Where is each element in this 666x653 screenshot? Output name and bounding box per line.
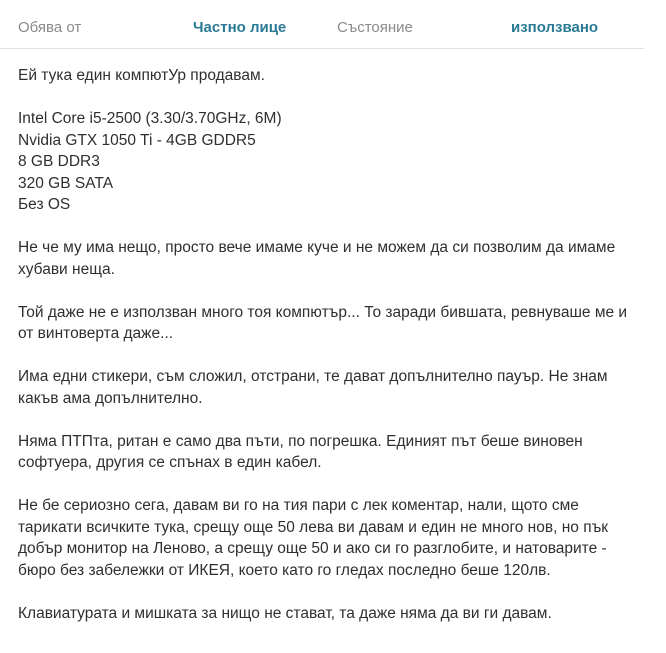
ad-description [18,65,644,646]
spec-cpu: Intel Core i5-2500 (3.30/3.70GHz, 6M) [18,110,282,127]
description-specs [18,108,644,216]
spec-gpu: Nvidia GTX 1050 Ti - 4GB GDDR5 [18,131,256,149]
condition-value[interactable]: използвано [511,19,599,36]
spec-storage: 320 GB SATA [18,174,114,192]
description-intro: Ей тука един компютУр продавам. [18,67,265,84]
ad-from-value[interactable]: Частно лице [193,19,287,36]
ad-properties [0,0,644,49]
description-paragraph: Не бе сериозно сега, давам ви го на тия пари с лек коментар, нали, щото сме тарикати всичките тука, срещу още 50 лева ви давам и един не много нов, но пък добър монитор на Леново, а срещу още 50 и ако си го разглобите, и натоварите - бюро без забележки от ИКЕЯ, което като го гледах последно беше 120лв. [18,497,609,579]
description-paragraph: Няма ПТПта, ритан е само два пъти, по погрешка. Единият път беше виновен софтуера, другия се спънах в един кабел. [18,432,583,471]
description-paragraph: Има едни стикери, съм сложил, отстрани, те дават допълнително пауър. Не знам какъв ама допълнително. [18,368,608,407]
description-paragraph: Той даже не е използван много тоя компютър... То заради бившата, ревнуваше ме и от винтоверта даже... [18,303,628,342]
spec-os: Без OS [18,196,71,213]
ad-from-label: Обява от [18,19,82,36]
description-paragraph: Клавиатурата и мишката за нищо не стават, та даже няма да ви ги давам. [18,604,552,622]
spec-ram: 8 GB DDR3 [18,153,100,170]
condition-label: Състояние [337,19,413,36]
description-paragraph: Не че му има нещо, просто вече имаме куче и не можем да си позволим да имаме хубави неща. [18,239,616,278]
